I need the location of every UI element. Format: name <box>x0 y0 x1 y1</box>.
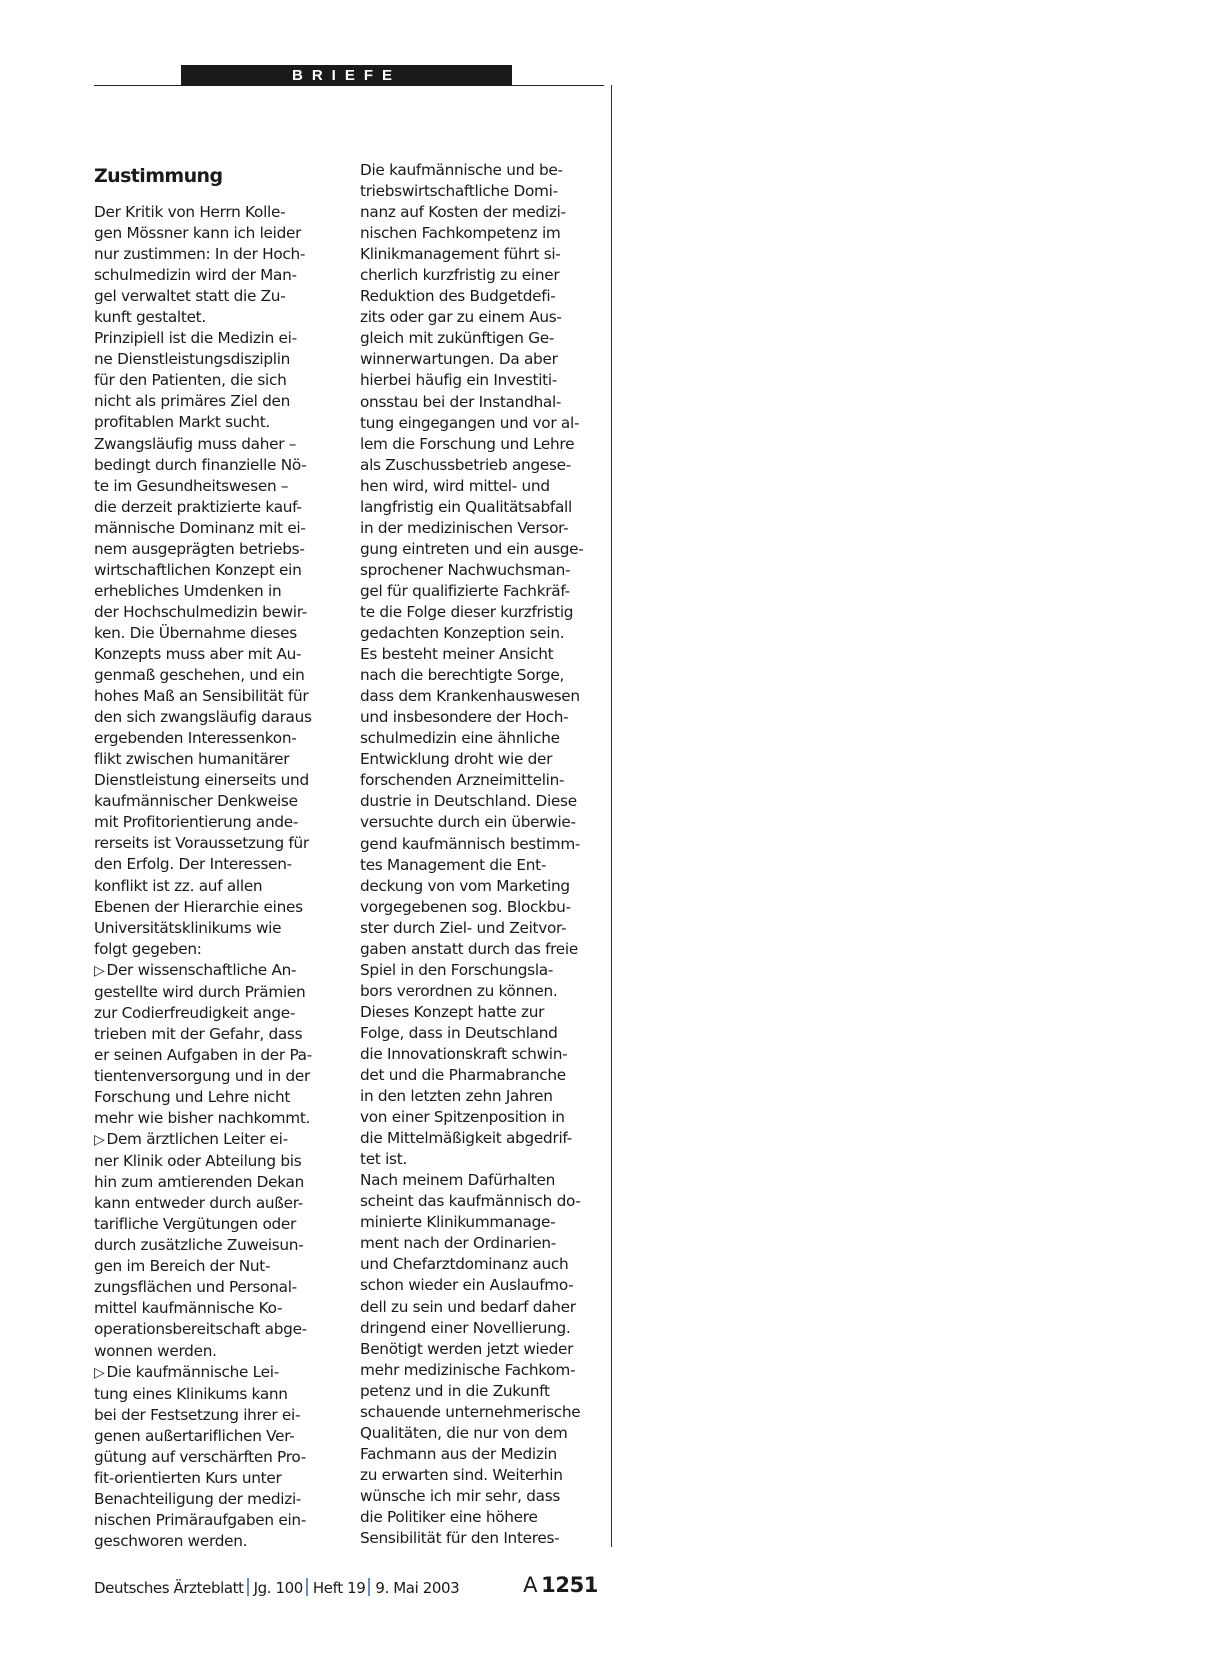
text-line: tarifliche Vergütungen oder <box>94 1215 297 1234</box>
text-line: Entwicklung droht wie der <box>360 750 553 769</box>
page-footer <box>94 1573 604 1597</box>
text-line: genmaß geschehen, und ein <box>94 666 305 685</box>
article-title: Zustimmung <box>94 165 223 187</box>
text-line: ner Klinik oder Abteilung bis <box>94 1152 302 1171</box>
text-line: gedachten Konzeption sein. <box>360 624 565 643</box>
text-line: bedingt durch finanzielle Nö- <box>94 455 307 474</box>
page-number <box>523 1573 598 1597</box>
right-column-text <box>360 160 605 1549</box>
text-line: hierbei häufig ein Investiti- <box>360 371 558 390</box>
text-line: nischen Fachkompetenz im <box>360 224 561 243</box>
text-line: in der medizinischen Versor- <box>360 518 569 537</box>
text-line: forschenden Arzneimittelin- <box>360 771 565 790</box>
text-line: cherlich kurzfristig zu einer <box>360 266 560 285</box>
text-line: gestellte wird durch Prämien <box>94 982 306 1001</box>
text-line: versuchte durch ein überwie- <box>360 813 576 832</box>
text-line: für den Patienten, die sich <box>94 371 287 390</box>
text-line: mehr wie bisher nachkommt. <box>94 1109 311 1128</box>
text-line: die Mittelmäßigkeit abgedrif- <box>360 1129 572 1148</box>
bullet-triangle-icon: ▷ <box>94 1364 105 1381</box>
section-banner: BRIEFE <box>181 65 512 86</box>
text-line: Reduktion des Budgetdefi- <box>360 287 556 306</box>
text-line: gütung auf verschärften Pro- <box>94 1447 306 1466</box>
text-line: nischen Primäraufgaben ein- <box>94 1510 307 1529</box>
text-line: Konzepts muss aber mit Au- <box>94 644 302 663</box>
text-line: bors verordnen zu können. <box>360 981 558 1000</box>
text-line: nem ausgeprägten betriebs- <box>94 539 305 558</box>
text-line: gleich mit zukünftigen Ge- <box>360 329 555 348</box>
text-line: kaufmännischer Denkweise <box>94 792 298 811</box>
text-line: mittel kaufmännische Ko- <box>94 1299 283 1318</box>
text-line: Universitätsklinikums wie <box>94 918 282 937</box>
text-line: zur Codierfreudigkeit ange- <box>94 1003 296 1022</box>
text-line: gel für qualifizierte Fachkräf- <box>360 581 570 600</box>
text-line: zits oder gar zu einem Aus- <box>360 308 562 327</box>
text-line: kunft gestaltet. <box>94 308 206 327</box>
page-prefix: A <box>523 1573 538 1597</box>
text-line: Benötigt werden jetzt wieder <box>360 1339 574 1358</box>
text-line: nur zustimmen: In der Hoch- <box>94 245 306 264</box>
footer-separator <box>247 1578 249 1596</box>
text-line: Fachmann aus der Medizin <box>360 1444 557 1463</box>
text-line: wünsche ich mir sehr, dass <box>360 1486 561 1505</box>
text-line: genen außertariflichen Ver- <box>94 1426 295 1445</box>
text-line: tientenversorgung und in der <box>94 1066 311 1085</box>
text-line: wirtschaftlichen Konzept ein <box>94 560 302 579</box>
text-line: Dienstleistung einerseits und <box>94 771 309 790</box>
text-line: Prinzipiell ist die Medizin ei- <box>94 329 297 348</box>
text-line: Benachteiligung der medizi- <box>94 1489 302 1508</box>
text-line: mit Profitorientierung ande- <box>94 813 299 832</box>
journal-name: Deutsches Ärzteblatt <box>94 1579 244 1597</box>
text-line: ne Dienstleistungsdisziplin <box>94 350 291 369</box>
text-line: te im Gesundheitswesen – <box>94 476 289 495</box>
text-line: gaben anstatt durch das freie <box>360 939 578 958</box>
footer-separator <box>306 1578 308 1596</box>
text-line: tung eingegangen und vor al- <box>360 413 580 432</box>
text-line: det und die Pharmabranche <box>360 1066 566 1085</box>
text-line: zu erwarten sind. Weiterhin <box>360 1465 563 1484</box>
text-line: kann entweder durch außer- <box>94 1194 303 1213</box>
text-line: deckung von vom Marketing <box>360 876 570 895</box>
text-line: ken. Die Übernahme dieses <box>94 623 297 642</box>
text-line: vorgegebenen sog. Blockbu- <box>360 897 571 916</box>
text-line: rerseits ist Voraussetzung für <box>94 834 309 853</box>
text-line: flikt zwischen humanitärer <box>94 750 290 769</box>
text-line: Spiel in den Forschungsla- <box>360 960 554 979</box>
text-line: konflikt ist zz. auf allen <box>94 876 263 895</box>
text-line: folgt gegeben: <box>94 939 202 958</box>
right-column <box>360 160 605 1549</box>
text-line: schauende unternehmerische <box>360 1402 581 1421</box>
text-line: und insbesondere der Hoch- <box>360 708 569 727</box>
text-line: geschworen werden. <box>94 1531 248 1550</box>
text-line: nach die berechtigte Sorge, <box>360 666 565 685</box>
text-line: schulmedizin wird der Man- <box>94 266 297 285</box>
text-line: Qualitäten, die nur von dem <box>360 1423 568 1442</box>
bullet-text-line <box>94 1362 334 1384</box>
text-line: nanz auf Kosten der medizi- <box>360 203 566 222</box>
text-line: erhebliches Umdenken in <box>94 581 282 600</box>
text-line: ster durch Ziel- und Zeitvor- <box>360 918 567 937</box>
text-line: bei der Festsetzung ihrer ei- <box>94 1405 301 1424</box>
text-line: Der Kritik von Herrn Kolle- <box>94 203 286 221</box>
text-line: tung eines Klinikums kann <box>94 1384 288 1403</box>
bullet-triangle-icon: ▷ <box>94 962 105 979</box>
text-line: Klinikmanagement führt si- <box>360 245 561 264</box>
text-line: Es besteht meiner Ansicht <box>360 645 554 664</box>
page-number-value: 1251 <box>541 1573 598 1597</box>
text-line: scheint das kaufmännisch do- <box>360 1192 581 1211</box>
text-line: schulmedizin eine ähnliche <box>360 729 560 748</box>
bullet-text-line <box>94 960 334 982</box>
text-line: zungsflächen und Personal- <box>94 1278 297 1297</box>
text-line: te die Folge dieser kurzfristig <box>360 602 574 621</box>
bullet-text: Dem ärztlichen Leiter ei- <box>106 1130 288 1149</box>
text-line: Folge, dass in Deutschland <box>360 1023 558 1042</box>
bullet-triangle-icon: ▷ <box>94 1132 105 1149</box>
text-line: männische Dominanz mit ei- <box>94 518 306 537</box>
bullet-text: Der wissenschaftliche An- <box>106 960 297 979</box>
text-line: onsstau bei der Instandhal- <box>360 392 562 411</box>
text-line: von einer Spitzenposition in <box>360 1108 565 1127</box>
text-line: als Zuschussbetrieb angese- <box>360 455 571 474</box>
text-line: Sensibilität für den Interes- <box>360 1529 560 1548</box>
text-line: lem die Forschung und Lehre <box>360 434 575 453</box>
journal-issue: Heft 19 <box>312 1579 366 1597</box>
text-line: triebswirtschaftliche Domi- <box>360 182 558 201</box>
bullet-text-line <box>94 1129 334 1151</box>
text-line: dass dem Krankenhauswesen <box>360 687 580 706</box>
journal-date: 9. Mai 2003 <box>375 1579 460 1597</box>
text-line: gen im Bereich der Nut- <box>94 1257 271 1276</box>
text-line: die derzeit praktizierte kauf- <box>94 497 302 516</box>
text-line: Forschung und Lehre nicht <box>94 1087 291 1106</box>
text-line: dustrie in Deutschland. Diese <box>360 792 577 811</box>
text-line: Dieses Konzept hatte zur <box>360 1002 545 1021</box>
text-line: langfristig ein Qualitätsabfall <box>360 497 572 516</box>
text-line: minierte Klinikummanage- <box>360 1213 556 1232</box>
text-line: Die kaufmännische und be- <box>360 161 563 179</box>
text-line: sprochener Nachwuchsman- <box>360 560 571 579</box>
text-line: gend kaufmännisch bestimm- <box>360 834 581 853</box>
text-line: den Erfolg. Der Interessen- <box>94 855 292 874</box>
text-line: gen Mössner kann ich leider <box>94 224 302 243</box>
text-line: den sich zwangsläufig daraus <box>94 708 312 727</box>
text-line: dringend einer Novellierung. <box>360 1318 571 1337</box>
bullet-text: Die kaufmännische Lei- <box>106 1362 279 1381</box>
text-line: operationsbereitschaft abge- <box>94 1320 307 1339</box>
text-line: tes Management die Ent- <box>360 855 547 874</box>
text-line: in den letzten zehn Jahren <box>360 1087 553 1106</box>
text-line: durch zusätzliche Zuweisun- <box>94 1236 304 1255</box>
text-line: er seinen Aufgaben in der Pa- <box>94 1045 312 1064</box>
text-line: Nach meinem Dafürhalten <box>360 1171 555 1190</box>
text-line: Ebenen der Hierarchie eines <box>94 897 303 916</box>
text-line: ergebenden Interessenkon- <box>94 729 297 748</box>
text-line: trieben mit der Gefahr, dass <box>94 1024 303 1043</box>
text-line: gel verwaltet statt die Zu- <box>94 287 286 306</box>
text-line: nicht als primäres Ziel den <box>94 392 291 411</box>
footer-separator <box>368 1578 370 1596</box>
text-line: gung eintreten und ein ausge- <box>360 539 584 558</box>
text-line: petenz und in die Zukunft <box>360 1381 550 1400</box>
text-line: hohes Maß an Sensibilität für <box>94 687 309 706</box>
text-line: hin zum amtierenden Dekan <box>94 1173 305 1192</box>
text-line: fit-orientierten Kurs unter <box>94 1468 282 1487</box>
left-column-text <box>94 202 334 1552</box>
text-line: schon wieder ein Auslaufmo- <box>360 1276 574 1295</box>
text-line: hen wird, wird mittel- und <box>360 476 550 495</box>
column-rule <box>611 85 612 1547</box>
text-line: ment nach der Ordinarien- <box>360 1234 556 1253</box>
text-line: und Chefarztdominanz auch <box>360 1255 569 1274</box>
text-line: mehr medizinische Fachkom- <box>360 1360 576 1379</box>
text-line: der Hochschulmedizin bewir- <box>94 602 307 621</box>
text-line: die Innovationskraft schwin- <box>360 1044 568 1063</box>
text-line: winnerwartungen. Da aber <box>360 350 558 369</box>
text-line: wonnen werden. <box>94 1341 217 1360</box>
text-line: die Politiker eine höhere <box>360 1508 538 1526</box>
journal-volume: Jg. 100 <box>253 1579 303 1597</box>
text-line: Zwangsläufig muss daher – <box>94 434 297 453</box>
text-line: dell zu sein und bedarf daher <box>360 1297 576 1316</box>
left-column <box>94 160 334 1552</box>
text-line: profitablen Markt sucht. <box>94 413 270 432</box>
text-line: tet ist. <box>360 1150 407 1169</box>
